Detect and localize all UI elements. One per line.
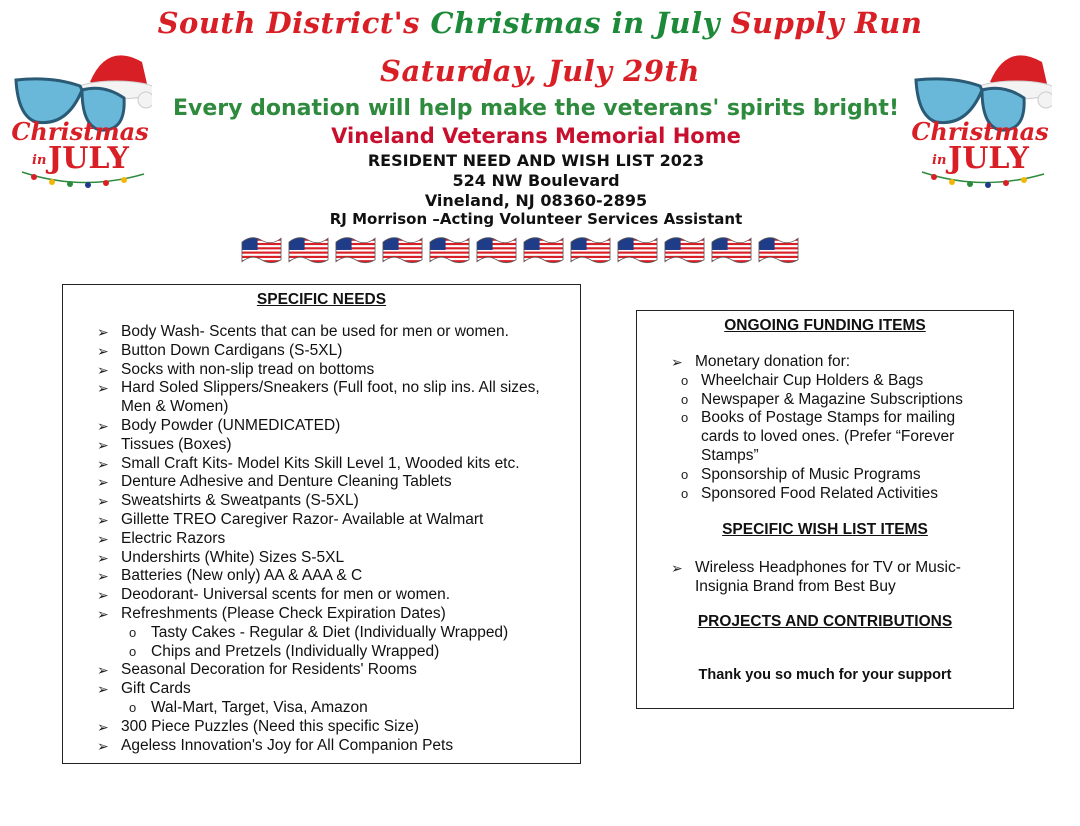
ongoing-funding-list bbox=[671, 353, 1005, 503]
specific-needs-list bbox=[97, 323, 571, 755]
american-flags-row bbox=[240, 230, 810, 270]
circle-bullet-icon: o bbox=[129, 624, 137, 640]
circle-bullet-icon: o bbox=[129, 643, 137, 659]
sub-list-item: o Wheelchair Cup Holders & Bags bbox=[681, 371, 924, 389]
title-part3: Supply Run bbox=[720, 6, 923, 40]
list-item: ➢ Ageless Innovation's Joy for All Companion Pets bbox=[97, 736, 454, 754]
arrow-bullet-icon: ➢ bbox=[97, 605, 109, 622]
list-item-continued: Insignia Brand from Best Buy bbox=[695, 577, 896, 595]
title-part2: Christmas in July bbox=[430, 6, 720, 40]
list-item: ➢ Socks with non-slip tread on bottoms bbox=[97, 360, 375, 378]
list-title: RESIDENT NEED AND WISH LIST 2023 bbox=[367, 151, 705, 170]
american-flag-icon bbox=[240, 230, 283, 268]
list-item: ➢ Small Craft Kits- Model Kits Skill Level 1, Wooded kits etc. bbox=[97, 454, 520, 472]
sub-list-item-continued: cards to loved ones. (Prefer “Forever bbox=[701, 428, 955, 446]
logo-word-in: in bbox=[32, 153, 47, 168]
logo-word-christmas: Christmas bbox=[912, 117, 1049, 146]
logo-word-july: JULY bbox=[948, 141, 1029, 176]
arrow-bullet-icon: ➢ bbox=[97, 737, 109, 754]
arrow-bullet-icon: ➢ bbox=[97, 549, 109, 566]
american-flag-icon bbox=[663, 230, 706, 268]
list-item: ➢ 300 Piece Puzzles (Need this specific Size) bbox=[97, 717, 420, 735]
arrow-bullet-icon: ➢ bbox=[671, 354, 683, 370]
address-line1: 524 NW Boulevard bbox=[452, 171, 620, 190]
address-line2: Vineland, NJ 08360-2895 bbox=[424, 191, 648, 210]
logo-word-in: in bbox=[932, 153, 947, 168]
event-date: Saturday, July 29th bbox=[380, 54, 700, 88]
list-item: ➢ Button Down Cardigans (S-5XL) bbox=[97, 341, 343, 359]
christmas-in-july-logo-left bbox=[12, 42, 152, 192]
arrow-bullet-icon: ➢ bbox=[671, 560, 683, 576]
logo-word-july: JULY bbox=[48, 141, 129, 176]
list-item: ➢ Refreshments (Please Check Expiration Dates) bbox=[97, 604, 446, 622]
sub-list-item: o Tasty Cakes - Regular & Diet (Individually Wrapped) bbox=[129, 623, 509, 641]
arrow-bullet-icon: ➢ bbox=[97, 511, 109, 528]
list-item: ➢ Wireless Headphones for TV or Music- bbox=[671, 559, 961, 576]
list-item: ➢ Batteries (New only) AA & AAA & C bbox=[97, 567, 363, 585]
funding-box bbox=[636, 310, 1014, 709]
list-item: ➢ Tissues (Boxes) bbox=[97, 435, 232, 453]
arrow-bullet-icon: ➢ bbox=[97, 324, 109, 340]
arrow-bullet-icon: ➢ bbox=[97, 474, 109, 491]
arrow-bullet-icon: ➢ bbox=[97, 361, 109, 378]
arrow-bullet-icon: ➢ bbox=[97, 455, 109, 472]
arrow-bullet-icon: ➢ bbox=[97, 342, 109, 359]
list-item-continued: Men & Women) bbox=[121, 398, 229, 416]
ongoing-funding-title: ONGOING FUNDING ITEMS bbox=[724, 317, 926, 334]
specific-needs-box bbox=[62, 284, 581, 764]
contact-line: RJ Morrison –Acting Volunteer Services Assistant bbox=[329, 210, 743, 228]
arrow-bullet-icon: ➢ bbox=[97, 718, 109, 735]
arrow-bullet-icon: ➢ bbox=[97, 417, 109, 434]
american-flag-icon bbox=[428, 230, 471, 268]
arrow-bullet-icon: ➢ bbox=[97, 587, 109, 604]
circle-bullet-icon: o bbox=[681, 391, 689, 407]
projects-title: PROJECTS AND CONTRIBUTIONS bbox=[697, 613, 953, 630]
list-item: ➢ Denture Adhesive and Denture Cleaning Tablets bbox=[97, 473, 452, 491]
american-flag-icon bbox=[569, 230, 612, 268]
circle-bullet-icon: o bbox=[681, 485, 689, 501]
arrow-bullet-icon: ➢ bbox=[97, 568, 109, 585]
specific-needs-title: SPECIFIC NEEDS bbox=[256, 291, 387, 308]
title-part1: South District's bbox=[157, 6, 431, 40]
wish-list-title: SPECIFIC WISH LIST ITEMS bbox=[722, 521, 928, 538]
arrow-bullet-icon: ➢ bbox=[97, 436, 109, 453]
american-flag-icon bbox=[381, 230, 424, 268]
american-flag-icon bbox=[710, 230, 753, 268]
sub-list-item: o Books of Postage Stamps for mailing bbox=[681, 409, 956, 427]
christmas-in-july-logo-right bbox=[912, 42, 1052, 192]
arrow-bullet-icon: ➢ bbox=[97, 530, 109, 547]
american-flag-icon bbox=[475, 230, 518, 268]
list-item: ➢ Undershirts (White) Sizes S-5XL bbox=[97, 548, 345, 566]
list-item: ➢ Sweatshirts & Sweatpants (S-5XL) bbox=[97, 492, 359, 510]
list-item: ➢ Hard Soled Slippers/Sneakers (Full foot, no slip ins. All sizes, bbox=[97, 379, 540, 397]
american-flag-icon bbox=[334, 230, 377, 268]
list-item: ➢ Gift Cards bbox=[97, 680, 191, 698]
wish-list bbox=[671, 559, 1005, 597]
sunglasses-santa-hat-icon bbox=[912, 42, 1052, 192]
arrow-bullet-icon: ➢ bbox=[97, 681, 109, 698]
sub-list-item: o Newspaper & Magazine Subscriptions bbox=[681, 390, 963, 408]
sub-list-item-continued: Stamps” bbox=[701, 446, 759, 464]
list-item: ➢ Body Powder (UNMEDICATED) bbox=[97, 416, 341, 434]
arrow-bullet-icon: ➢ bbox=[97, 493, 109, 510]
list-item: ➢ Monetary donation for: bbox=[671, 353, 851, 370]
list-item: ➢ Seasonal Decoration for Residents' Rooms bbox=[97, 661, 417, 679]
american-flag-icon bbox=[522, 230, 565, 268]
american-flag-icon bbox=[616, 230, 659, 268]
logo-word-christmas: Christmas bbox=[12, 117, 149, 146]
american-flag-icon bbox=[287, 230, 330, 268]
list-item: ➢ Body Wash- Scents that can be used for men or women. bbox=[97, 323, 509, 340]
arrow-bullet-icon: ➢ bbox=[97, 380, 109, 397]
list-item: ➢ Gillette TREO Caregiver Razor- Available at Walmart bbox=[97, 510, 484, 528]
sub-list-item: o Sponsorship of Music Programs bbox=[681, 465, 921, 483]
circle-bullet-icon: o bbox=[681, 410, 689, 426]
american-flag-icon bbox=[757, 230, 800, 268]
sunglasses-santa-hat-icon bbox=[12, 42, 152, 192]
sub-list-item: o Wal-Mart, Target, Visa, Amazon bbox=[129, 698, 368, 716]
list-item: ➢ Deodorant- Universal scents for men or women. bbox=[97, 586, 451, 604]
list-item: ➢ Electric Razors bbox=[97, 529, 226, 547]
circle-bullet-icon: o bbox=[681, 466, 689, 482]
sub-list-item: o Sponsored Food Related Activities bbox=[681, 484, 938, 502]
circle-bullet-icon: o bbox=[129, 699, 137, 715]
thank-you-note: Thank you so much for your support bbox=[698, 667, 952, 683]
sub-list-item: o Chips and Pretzels (Individually Wrapped) bbox=[129, 642, 440, 660]
slogan: Every donation will help make the veterans' spirits bright! bbox=[173, 96, 899, 121]
circle-bullet-icon: o bbox=[681, 372, 689, 388]
arrow-bullet-icon: ➢ bbox=[97, 662, 109, 679]
organization-name: Vineland Veterans Memorial Home bbox=[331, 124, 741, 148]
event-title bbox=[0, 6, 1080, 40]
